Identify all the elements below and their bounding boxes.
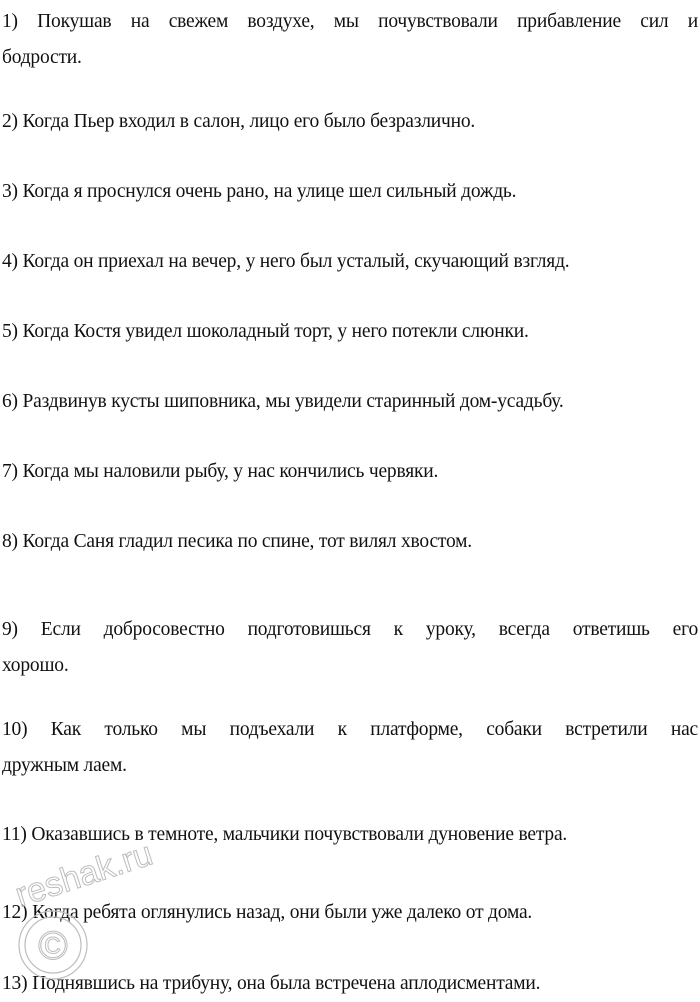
sentence-line: дружным лаем.: [2, 755, 127, 776]
copyright-symbol: ©: [38, 924, 68, 968]
sentence-line: 4) Когда он приехал на вечер, у него был усталый, скучающий взгляд.: [2, 251, 570, 272]
sentence-line: хорошо.: [2, 655, 69, 676]
sentence-item-6: [2, 384, 698, 420]
sentence-item-3: [2, 174, 698, 210]
sentence-line: 9) Если добросовестно подготовишься к уроку, всегда ответишь его: [2, 619, 698, 640]
sentence-line: 3) Когда я проснулся очень рано, на улице шел сильный дождь.: [2, 181, 517, 202]
sentence-item-13: [2, 966, 698, 1002]
sentence-item-11: [2, 817, 698, 853]
sentence-item-5: [2, 314, 698, 350]
sentence-line: 1) Покушав на свежем воздухе, мы почувствовали прибавление сил и: [2, 11, 698, 32]
watermark-text: reshak.ru: [10, 845, 158, 915]
sentence-line: 12) Когда ребята оглянулись назад, они были уже далеко от дома.: [2, 902, 533, 923]
sentence-line: 10) Как только мы подъехали к платформе, собаки встретили нас: [2, 719, 698, 740]
sentence-item-2: [2, 104, 698, 140]
sentence-line: 5) Когда Костя увидел шоколадный торт, у него потекли слюнки.: [2, 321, 529, 342]
sentence-line: 6) Раздвинув кусты шиповника, мы увидели старинный дом-усадьбу.: [2, 391, 564, 412]
sentence-item-10: [2, 712, 698, 784]
sentence-item-9: [2, 612, 698, 684]
sentence-item-8: [2, 524, 698, 560]
sentence-line: 2) Когда Пьер входил в салон, лицо его было безразлично.: [2, 111, 476, 132]
sentence-line: 8) Когда Саня гладил песика по спине, тот вилял хвостом.: [2, 531, 472, 552]
sentence-item-1: [2, 4, 698, 76]
sentence-line: бодрости.: [2, 47, 82, 68]
sentence-line: 7) Когда мы наловили рыбу, у нас кончились червяки.: [2, 461, 439, 482]
sentence-item-7: [2, 454, 698, 490]
sentence-line: 11) Оказавшись в темноте, мальчики почувствовали дуновение ветра.: [2, 824, 568, 845]
sentence-line: 13) Поднявшись на трибуну, она была встречена аплодисментами.: [2, 973, 541, 994]
sentence-item-4: [2, 244, 698, 280]
sentence-item-12: [2, 895, 698, 931]
